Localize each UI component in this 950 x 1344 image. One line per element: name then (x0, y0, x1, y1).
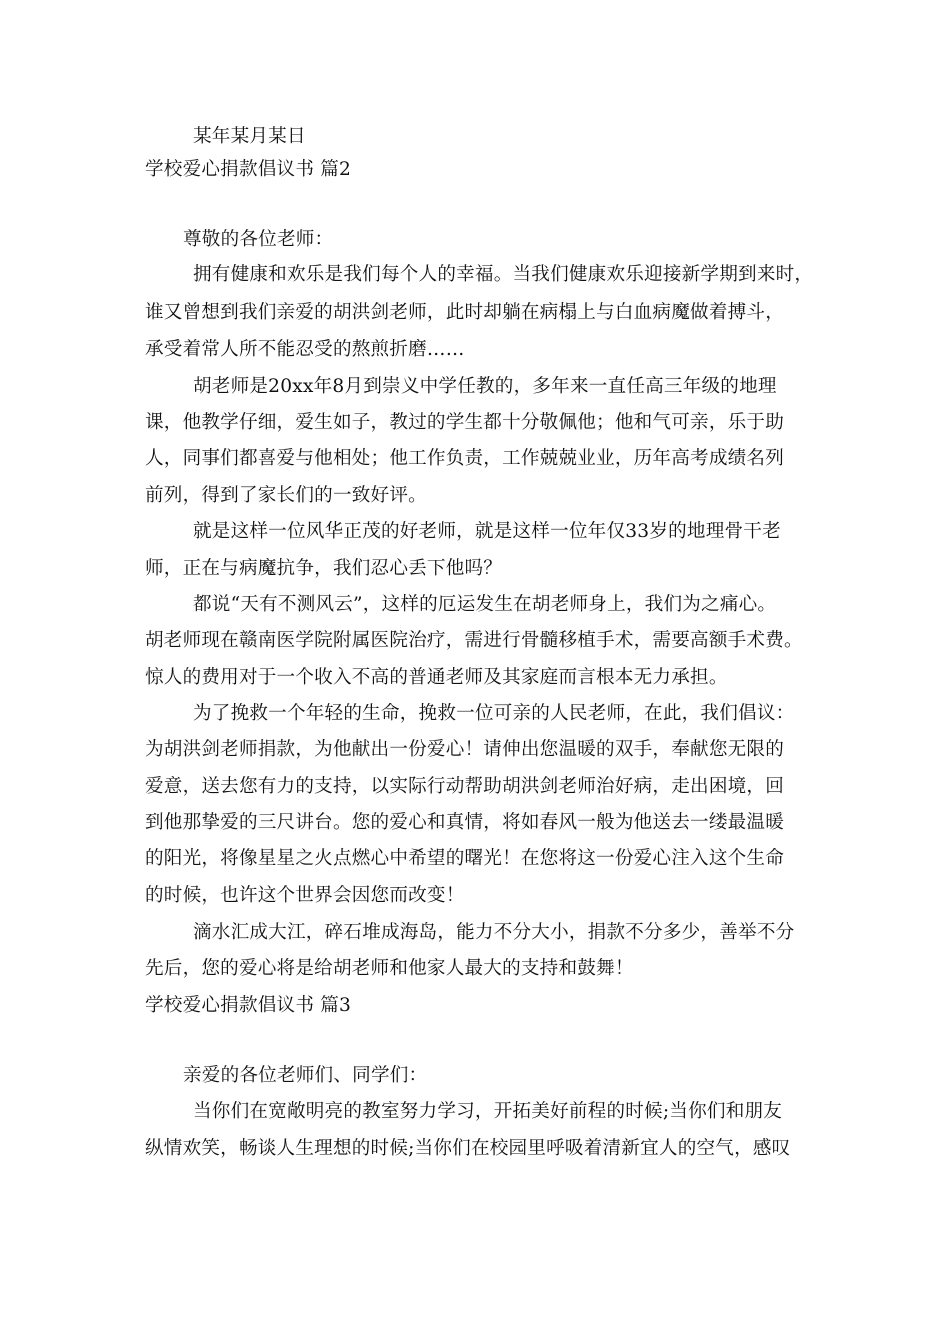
paragraph-line: 为胡洪剑老师捐款，为他献出一份爱心！请伸出您温暖的双手，奉献您无限的 (145, 739, 784, 760)
paragraph-line: 谁又曾想到我们亲爱的胡洪剑老师，此时却躺在病榻上与白血病魔做着搏斗， (145, 302, 784, 323)
paragraph-line: 到他那挚爱的三尺讲台。您的爱心和真情，将如春风一般为他送去一缕最温暖 (145, 812, 784, 833)
paragraph-line: 拥有健康和欢乐是我们每个人的幸福。当我们健康欢乐迎接新学期到来时， (193, 264, 814, 285)
paragraph-line: 的时候，也许这个世界会因您而改变！ (145, 885, 465, 906)
paragraph-line: 为了挽救一个年轻的生命，挽救一位可亲的人民老师，在此，我们倡议： (193, 703, 795, 724)
paragraph-line: 的阳光，将像星星之火点燃心中希望的曙光！在您将这一份爱心注入这个生命 (145, 848, 784, 869)
section-2-salutation: 尊敬的各位老师： (183, 229, 334, 250)
paragraph-line: 就是这样一位风华正茂的好老师，就是这样一位年仅33岁的地理骨干老 (193, 521, 781, 542)
paragraph-line: 人，同事们都喜爱与他相处；他工作负责，工作兢兢业业，历年高考成绩名列 (145, 448, 784, 469)
paragraph-line: 当你们在宽敞明亮的教室努力学习，开拓美好前程的时候;当你们和朋友 (193, 1101, 783, 1122)
paragraph-line: 先后，您的爱心将是给胡老师和他家人最大的支持和鼓舞！ (145, 958, 634, 979)
paragraph-line: 都说“天有不测风云”，这样的厄运发生在胡老师身上，我们为之痛心。 (193, 594, 777, 615)
paragraph-line: 胡老师现在赣南医学院附属医院治疗，需进行骨髓移植手术，需要高额手术费。 (145, 630, 803, 651)
date-line: 某年某月某日 (193, 126, 306, 147)
paragraph-line: 滴水汇成大江，碎石堆成海岛，能力不分大小，捐款不分多少，善举不分 (193, 922, 795, 943)
section-3-salutation: 亲爱的各位老师们、同学们： (183, 1065, 428, 1086)
paragraph-line: 纵情欢笑，畅谈人生理想的时候;当你们在校园里呼吸着清新宜人的空气，感叹 (145, 1138, 791, 1159)
paragraph-line: 爱意，送去您有力的支持，以实际行动帮助胡洪剑老师治好病，走出困境，回 (145, 776, 784, 797)
paragraph-line: 前列，得到了家长们的一致好评。 (145, 485, 427, 506)
paragraph-line: 惊人的费用对于一个收入不高的普通老师及其家庭而言根本无力承担。 (145, 667, 728, 688)
section-2-title: 学校爱心捐款倡议书 篇2 (145, 159, 352, 180)
paragraph-line: 课，他教学仔细，爱生如子，教过的学生都十分敬佩他；他和气可亲，乐于助 (145, 412, 784, 433)
section-3-title: 学校爱心捐款倡议书 篇3 (145, 995, 352, 1016)
paragraph-line: 师，正在与病魔抗争，我们忍心丢下他吗？ (145, 558, 503, 579)
paragraph-line: 承受着常人所不能忍受的熬煎折磨…… (145, 339, 465, 360)
paragraph-line: 胡老师是20xx年8月到崇义中学任教的，多年来一直任高三年级的地理 (193, 376, 777, 397)
